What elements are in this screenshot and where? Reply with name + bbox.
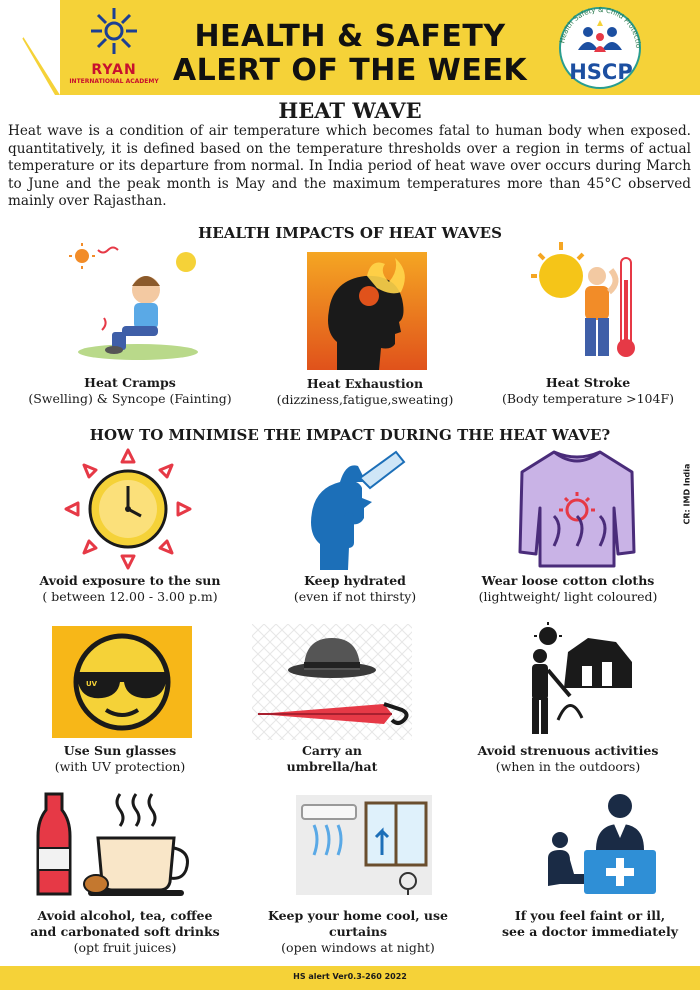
svg-text:UV: UV xyxy=(86,680,98,688)
heat-stroke-illustration xyxy=(527,240,657,368)
tip-card-home xyxy=(238,908,478,956)
heat-wave-intro: Heat wave is a condition of air temperature which becomes fatal to human body when exposed. quantitatively, it is defined based on the temperature thresholds over a region in terms of actual temperature or its departure from normal. In India period of heat wave over occurs during March to June and the peak month is May and the maximum temperatures more than 45°C observed mainly over Rajasthan. xyxy=(8,123,691,209)
impact-title-exhaustion: Heat Exhaustion xyxy=(306,376,424,391)
tip-card-umbrella xyxy=(222,743,442,775)
heat-cramps-illustration xyxy=(68,240,208,365)
tip-card-alcohol xyxy=(15,908,235,956)
sun-clock-icon xyxy=(64,448,192,570)
credit-label xyxy=(680,455,694,535)
impact-detail-stroke: (Body temperature >104F) xyxy=(501,391,675,406)
tip-umbrella-line1: Carry an xyxy=(301,743,363,758)
impact-title-stroke: Heat Stroke xyxy=(545,375,631,390)
impact-title-cramps: Heat Cramps xyxy=(84,375,176,390)
title-line-1: HEALTH & SAFETY xyxy=(194,19,506,54)
page-title xyxy=(165,20,535,88)
footer-version: HS alert Ver0.3-260 2022 xyxy=(293,972,407,981)
tip-activities-line1: Avoid strenuous activities xyxy=(477,743,659,758)
tip-doctor-line1: If you feel faint or ill, xyxy=(514,908,666,923)
credit-text: CR: IMD India xyxy=(682,463,692,525)
impacts-heading: HEALTH IMPACTS OF HEAT WAVES xyxy=(198,224,502,242)
tip-umbrella-line2: umbrella/hat xyxy=(286,759,378,774)
minimise-heading: HOW TO MINIMISE THE IMPACT DURING THE HEAT WAVE? xyxy=(89,426,611,444)
hscp-arc-text: Health Safety & Child Protectio xyxy=(558,5,643,49)
impact-card-cramps xyxy=(20,375,240,407)
tip-sunglasses-line2: (with UV protection) xyxy=(54,759,186,774)
doctor-icon xyxy=(540,788,660,900)
drinks-icon xyxy=(36,790,196,900)
tip-card-activities xyxy=(458,743,678,775)
heat-wave-title: HEAT WAVE xyxy=(278,98,422,123)
tip-card-clothes xyxy=(458,573,678,605)
ryan-logo-sub: INTERNATIONAL ACADEMY xyxy=(69,78,159,85)
cool-home-icon xyxy=(296,795,432,895)
drinking-water-icon xyxy=(300,448,410,570)
tip-card-doctor xyxy=(490,908,690,940)
tip-card-sunglasses xyxy=(10,743,230,775)
ryan-logo xyxy=(66,6,162,90)
title-line-2: ALERT OF THE WEEK xyxy=(172,53,528,88)
hscp-logo-name: HSCP xyxy=(569,60,633,84)
tip-hydrated-line2: (even if not thirsty) xyxy=(293,589,417,604)
tip-alcohol-line2: and carbonated soft drinks xyxy=(30,924,220,939)
loose-shirt-icon xyxy=(514,448,640,570)
tip-sunglasses-line1: Use Sun glasses xyxy=(63,743,177,758)
tip-card-hydrated xyxy=(245,573,465,605)
umbrella-hat-icon xyxy=(252,624,412,740)
tip-clothes-line1: Wear loose cotton cloths xyxy=(481,573,655,588)
impact-card-exhaustion xyxy=(255,376,475,408)
tip-sun-line1: Avoid exposure to the sun xyxy=(39,573,221,588)
header-banner xyxy=(0,0,700,95)
tip-alcohol-line1: Avoid alcohol, tea, coffee xyxy=(37,908,213,923)
impact-detail-exhaustion: (dizziness,fatigue,sweating) xyxy=(276,392,454,407)
heat-exhaustion-illustration xyxy=(307,252,427,370)
tip-activities-line2: (when in the outdoors) xyxy=(495,759,641,774)
worker-icon xyxy=(498,622,638,740)
footer-bar xyxy=(0,966,700,990)
ryan-sunburst-icon xyxy=(89,6,139,56)
tip-clothes-line2: (lightweight/ light coloured) xyxy=(478,589,658,604)
ryan-logo-name: RYAN xyxy=(91,62,137,78)
tip-card-sun xyxy=(20,573,240,605)
impact-detail-cramps: (Swelling) & Syncope (Fainting) xyxy=(28,391,232,406)
tip-home-line2: (open windows at night) xyxy=(281,940,435,955)
tip-alcohol-line3: (opt fruit juices) xyxy=(73,940,177,955)
tip-sun-line2: ( between 12.00 - 3.00 p.m) xyxy=(42,589,218,604)
impact-card-stroke xyxy=(478,375,698,407)
tip-doctor-line2: see a doctor immediately xyxy=(502,924,678,939)
sunglasses-icon xyxy=(52,626,192,738)
tip-home-line1: Keep your home cool, use curtains xyxy=(268,908,448,939)
tip-hydrated-line1: Keep hydrated xyxy=(304,573,406,588)
